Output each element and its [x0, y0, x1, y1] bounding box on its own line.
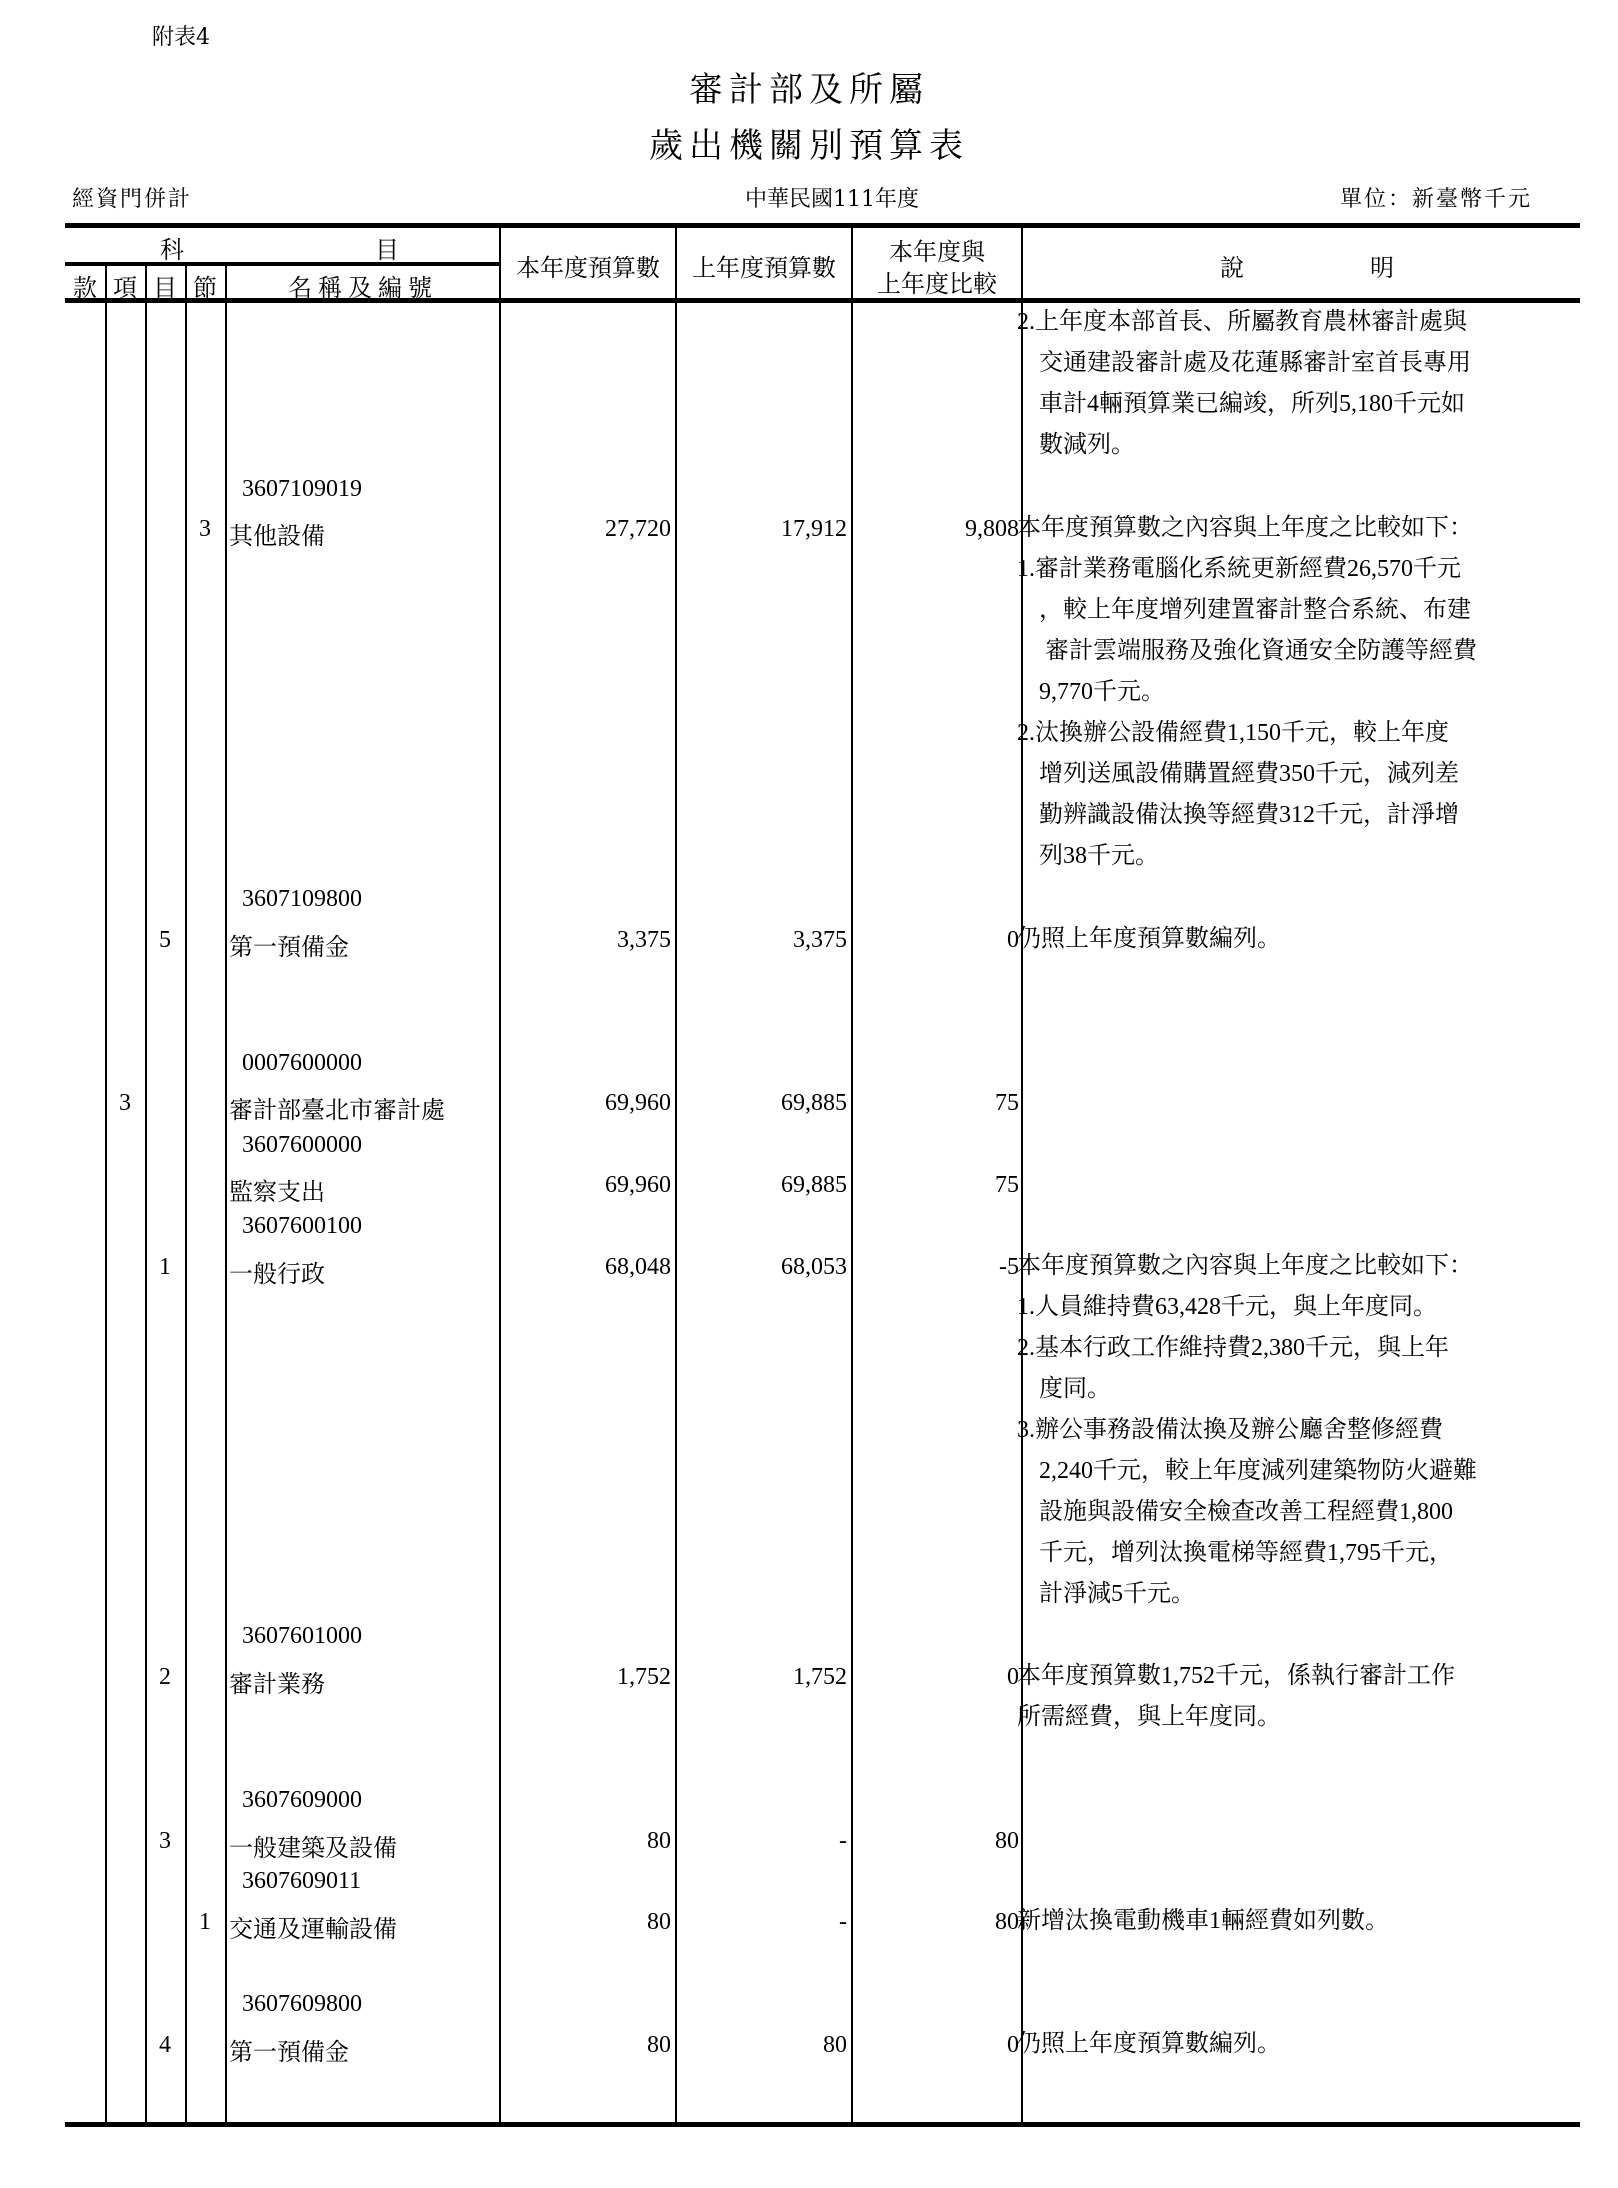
- table-top-border: [65, 223, 1580, 228]
- name-cell: 第一預備金: [229, 935, 349, 961]
- desc-line: 仍照上年度預算數編列。: [1017, 926, 1281, 952]
- description-reserve-1: [1017, 919, 1577, 960]
- desc-line: 本年度預算數1,752千元，係執行審計工作: [1017, 1663, 1455, 1689]
- current-cell: 80: [647, 1909, 671, 1935]
- header-mu: 目: [153, 276, 177, 302]
- jie-cell: 1: [199, 1909, 211, 1935]
- header-subject: 科: [160, 238, 184, 264]
- page-title: 審計部及所屬: [689, 70, 929, 110]
- description-transport: [1017, 1901, 1577, 1942]
- page-subtitle: 歲出機關別預算表: [649, 126, 969, 166]
- current-cell: 80: [647, 2032, 671, 2058]
- diff-cell: 9,808: [965, 516, 1019, 542]
- desc-line: 數減列。: [1039, 432, 1135, 458]
- header-previous: 上年度預算數: [692, 256, 836, 282]
- code-cell: 3607109800: [242, 886, 362, 912]
- diff-cell: 0: [1007, 1664, 1019, 1690]
- unit-label: 單位：新臺幣千元: [1340, 187, 1533, 212]
- header-desc-1: 說: [1220, 256, 1244, 282]
- subject-divider: [65, 262, 500, 266]
- header-jie: 節: [193, 276, 217, 302]
- desc-line: 2,240千元，較上年度減列建築物防火避難: [1039, 1458, 1477, 1484]
- name-cell: 審計業務: [229, 1672, 325, 1698]
- desc-line: 2.汰換辦公設備經費1,150千元，較上年度: [1017, 720, 1449, 746]
- fund-type-label: 經資門併計: [72, 187, 193, 212]
- desc-line: 本年度預算數之內容與上年度之比較如下：: [1017, 1253, 1473, 1279]
- diff-cell: 80: [995, 1909, 1019, 1935]
- desc-line: 設施與設備安全檢查改善工程經費1,800: [1039, 1499, 1453, 1525]
- description-general-admin: [1017, 1246, 1577, 1615]
- desc-line: 1.人員維持費63,428千元，與上年度同。: [1017, 1294, 1437, 1320]
- desc-line: 千元，增列汰換電梯等經費1,795千元，: [1039, 1540, 1453, 1566]
- previous-cell: 1,752: [793, 1664, 847, 1690]
- name-cell: 其他設備: [229, 524, 325, 550]
- current-cell: 69,960: [605, 1090, 671, 1116]
- diff-cell: 80: [995, 1828, 1019, 1854]
- diff-cell: 0: [1007, 2032, 1019, 2058]
- header-current: 本年度預算數: [516, 256, 660, 282]
- header-desc-2: 明: [1370, 256, 1394, 282]
- header-kuan: 款: [73, 276, 97, 302]
- header-subject-2: 目: [375, 238, 399, 264]
- name-cell: 第一預備金: [229, 2040, 349, 2066]
- description-audit: [1017, 1656, 1577, 1738]
- diff-cell: 75: [995, 1090, 1019, 1116]
- diff-cell: 0: [1007, 927, 1019, 953]
- current-cell: 80: [647, 1828, 671, 1854]
- desc-line: ，較上年度增列建置審計整合系統、布建: [1039, 597, 1471, 623]
- header-xiang: 項: [113, 276, 137, 302]
- desc-line: 列38千元。: [1039, 843, 1159, 869]
- table-bottom-border: [65, 2122, 1580, 2127]
- name-cell: 監察支出: [229, 1180, 325, 1206]
- previous-cell: -: [839, 1828, 847, 1854]
- header-compare-1: 本年度與: [889, 240, 985, 266]
- desc-line: 2.上年度本部首長、所屬教育農林審計處與: [1017, 309, 1467, 335]
- current-cell: 3,375: [617, 927, 671, 953]
- current-cell: 27,720: [605, 516, 671, 542]
- previous-cell: 69,885: [781, 1090, 847, 1116]
- col-divider: [105, 300, 107, 2124]
- kuan-cell: 3: [119, 1090, 131, 1116]
- description-other-equipment: [1017, 508, 1577, 877]
- previous-cell: 3,375: [793, 927, 847, 953]
- desc-line: 勤辨識設備汰換等經費312千元，計淨增: [1039, 802, 1459, 828]
- previous-cell: 68,053: [781, 1254, 847, 1280]
- header-compare-2: 上年度比較: [877, 272, 997, 298]
- desc-line: 本年度預算數之內容與上年度之比較如下：: [1017, 515, 1473, 541]
- code-cell: 3607601000: [242, 1623, 362, 1649]
- desc-line: 增列送風設備購置經費350千元，減列差: [1039, 761, 1459, 787]
- col-divider: [185, 300, 187, 2124]
- mu-cell: 1: [159, 1254, 171, 1280]
- previous-cell: -: [839, 1909, 847, 1935]
- code-cell: 3607609800: [242, 1991, 362, 2017]
- desc-line: 仍照上年度預算數編列。: [1017, 2031, 1281, 2057]
- previous-cell: 80: [823, 2032, 847, 2058]
- mu-cell: 2: [159, 1664, 171, 1690]
- code-cell: 3607600000: [242, 1132, 362, 1158]
- annex-label: 附表4: [152, 25, 210, 50]
- name-cell: 審計部臺北市審計處: [229, 1098, 445, 1124]
- name-cell: 一般行政: [229, 1262, 325, 1288]
- desc-line: 審計雲端服務及強化資通安全防護等經費: [1045, 638, 1477, 664]
- desc-line: 計淨減5千元。: [1039, 1581, 1195, 1607]
- current-cell: 68,048: [605, 1254, 671, 1280]
- desc-line: 3.辦公事務設備汰換及辦公廳舍整修經費: [1017, 1417, 1443, 1443]
- jie-cell: 3: [199, 516, 211, 542]
- diff-cell: -5: [999, 1254, 1019, 1280]
- previous-cell: 69,885: [781, 1172, 847, 1198]
- current-cell: 69,960: [605, 1172, 671, 1198]
- header-name: 名稱及編號: [288, 276, 438, 302]
- desc-line: 新增汰換電動機車1輛經費如列數。: [1017, 1908, 1389, 1934]
- desc-line: 度同。: [1039, 1376, 1111, 1402]
- desc-line: 9,770千元。: [1039, 679, 1165, 705]
- mu-cell: 5: [159, 927, 171, 953]
- code-cell: 3607600100: [242, 1213, 362, 1239]
- mu-cell: 3: [159, 1828, 171, 1854]
- description-reserve-2: [1017, 2024, 1577, 2065]
- fiscal-year-label: 中華民國111年度: [745, 187, 919, 212]
- col-divider: [1021, 226, 1023, 300]
- code-cell: 0007600000: [242, 1050, 362, 1076]
- diff-cell: 75: [995, 1172, 1019, 1198]
- mu-cell: 4: [159, 2032, 171, 2058]
- code-cell: 3607109019: [242, 476, 362, 502]
- previous-cell: 17,912: [781, 516, 847, 542]
- code-cell: 3607609000: [242, 1787, 362, 1813]
- description-carry: [1017, 302, 1577, 466]
- code-cell: 3607609011: [242, 1868, 362, 1894]
- current-cell: 1,752: [617, 1664, 671, 1690]
- desc-line: 車計4輛預算業已編竣，所列5,180千元如: [1039, 391, 1465, 417]
- name-cell: 交通及運輸設備: [229, 1917, 397, 1943]
- col-divider: [225, 300, 227, 2124]
- desc-line: 交通建設審計處及花蓮縣審計室首長專用: [1039, 350, 1471, 376]
- desc-line: 2.基本行政工作維持費2,380千元，與上年: [1017, 1335, 1449, 1361]
- name-cell: 一般建築及設備: [229, 1836, 397, 1862]
- desc-line: 1.審計業務電腦化系統更新經費26,570千元: [1017, 556, 1461, 582]
- desc-line: 所需經費，與上年度同。: [1017, 1704, 1281, 1730]
